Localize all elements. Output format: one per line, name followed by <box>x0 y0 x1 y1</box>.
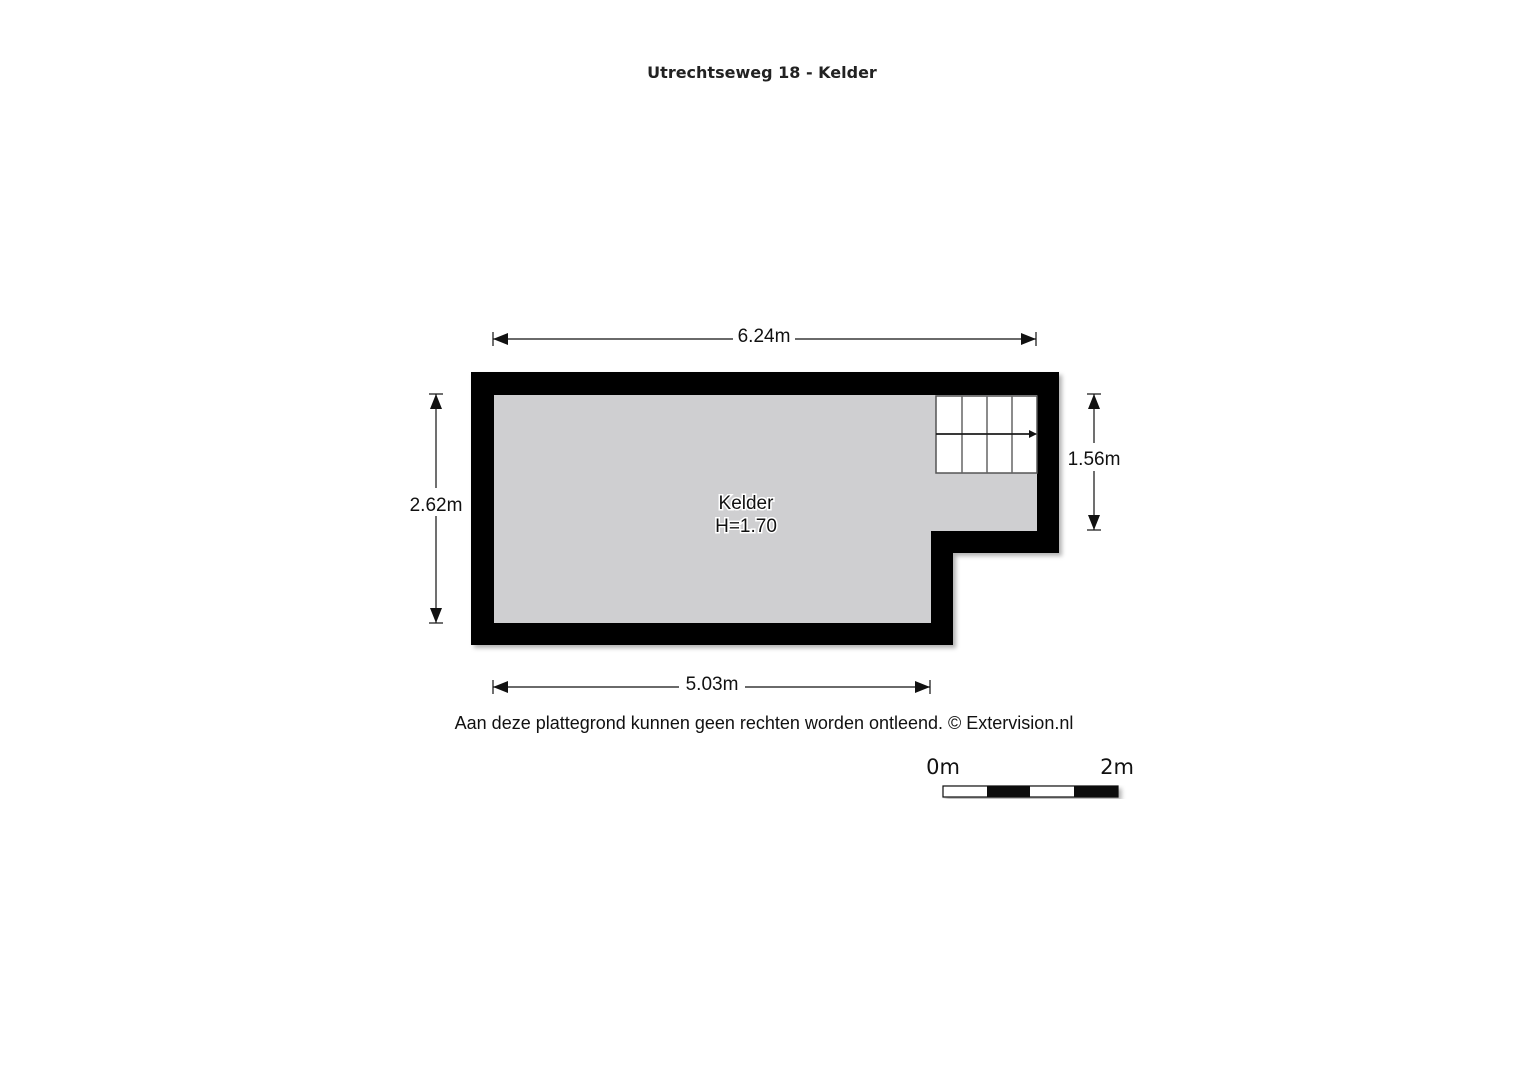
dimension-bottom <box>493 674 930 695</box>
disclaimer: Aan deze plattegrond kunnen geen rechten worden ontleend. © Extervision.nl <box>454 713 1074 733</box>
dimension-left <box>410 394 463 623</box>
dimension-top-label: 6.24m <box>737 326 791 347</box>
scale-bar <box>926 755 1134 797</box>
room-name: Kelder <box>718 493 774 514</box>
room-height: H=1.70 <box>715 516 777 537</box>
stairs-icon <box>936 396 1037 473</box>
dimension-bottom-label: 5.03m <box>685 674 739 695</box>
dimension-right-label: 1.56m <box>1067 449 1121 470</box>
page-title: Utrechtseweg 18 - Kelder <box>647 63 877 82</box>
dimension-right <box>1068 394 1121 530</box>
dimension-top <box>493 326 1036 347</box>
dimension-left-label: 2.62m <box>409 495 463 516</box>
scale-start-label: 0m <box>926 755 960 779</box>
scale-end-label: 2m <box>1100 755 1134 779</box>
